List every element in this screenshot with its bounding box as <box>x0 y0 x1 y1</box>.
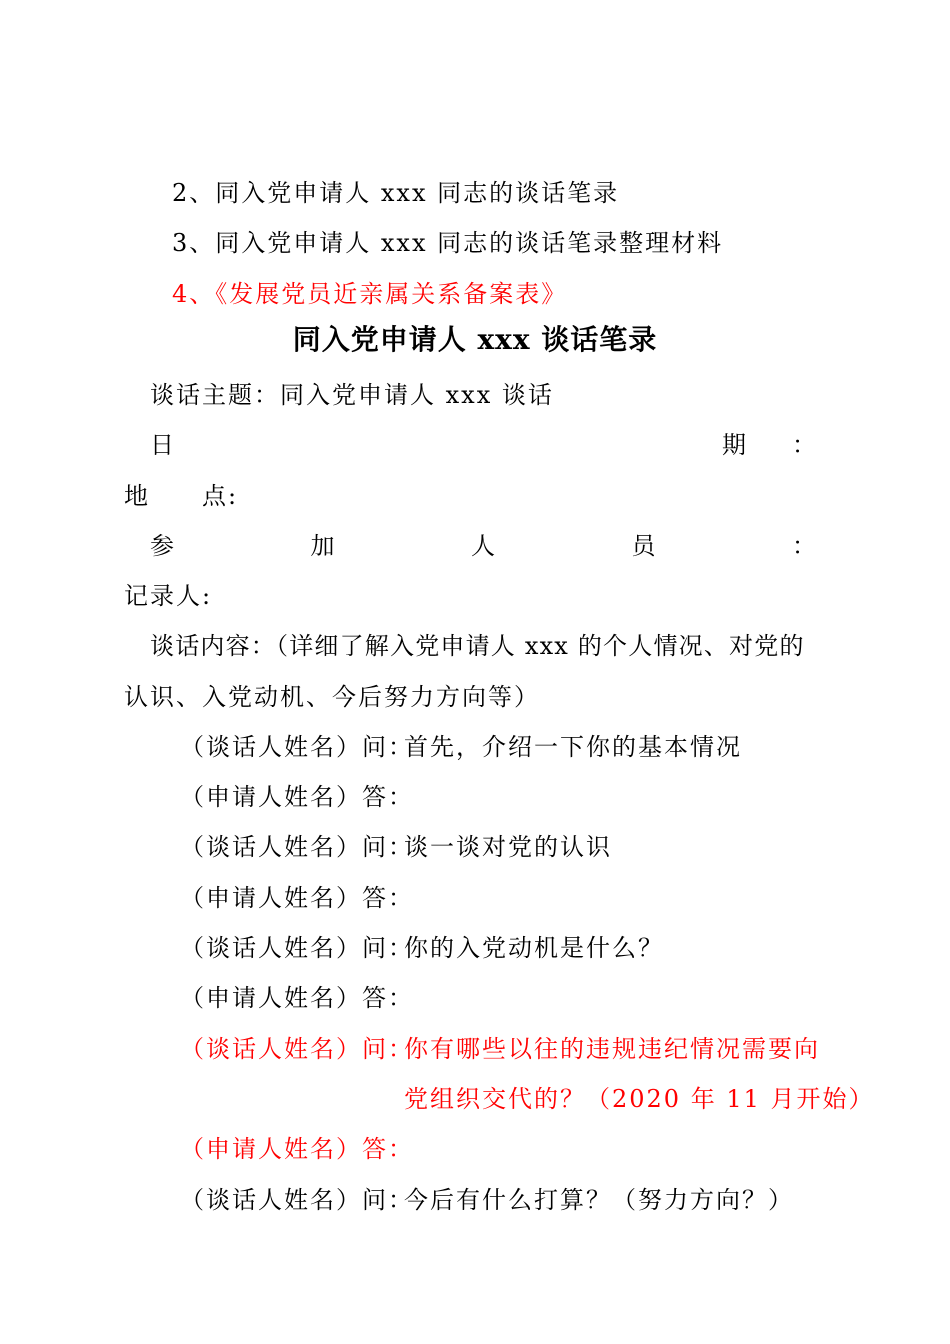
date-char-3: ： <box>792 431 816 459</box>
dialogue-text-1: 首先，介绍一下你的基本情况 <box>404 733 742 761</box>
participants-char-4: 员 <box>631 532 656 560</box>
dialogue-label-2: （申请人姓名）答： <box>180 783 414 811</box>
dialogue-label-3: （谈话人姓名）问： <box>180 833 414 861</box>
dialogue-text-9: 今后有什么打算？（努力方向？） <box>404 1186 794 1214</box>
content-line-2: 认识、入党动机、今后努力方向等） <box>124 683 540 711</box>
date-field <box>150 430 816 460</box>
dialogue-label-8: （申请人姓名）答： <box>180 1135 414 1163</box>
dialogue-text-5: 你的入党动机是什么？ <box>404 934 664 962</box>
list-item-3: 3、同入党申请人 xxx 同志的谈话笔录整理材料 <box>172 229 724 257</box>
content-line-1: 谈话内容：（详细了解入党申请人 xxx 的个人情况、对党的 <box>150 632 805 660</box>
topic-field: 谈话主题：同入党申请人 xxx 谈话 <box>150 381 554 409</box>
dialogue-label-4: （申请人姓名）答： <box>180 884 414 912</box>
dialogue-label-7: （谈话人姓名）问： <box>180 1035 414 1063</box>
participants-char-3: 人 <box>471 532 495 560</box>
dialogue-text-3: 谈一谈对党的认识 <box>404 833 612 861</box>
location-field: 地 点: <box>124 482 239 510</box>
dialogue-label-9: （谈话人姓名）问： <box>180 1186 414 1214</box>
participants-char-5: ： <box>792 532 816 560</box>
dialogue-text-7b: 党组织交代的？（2020 年 11 月开始） <box>404 1085 875 1113</box>
dialogue-label-6: （申请人姓名）答： <box>180 984 414 1012</box>
date-char-1: 日 <box>150 431 174 459</box>
participants-char-2: 加 <box>310 532 335 560</box>
list-item-4: 4、《发展党员近亲属关系备案表》 <box>172 280 568 308</box>
date-char-2: 期 <box>722 431 746 459</box>
document-title: 同入党申请人 xxx 谈话笔录 <box>292 323 658 356</box>
dialogue-text-7: 你有哪些以往的违规违纪情况需要向 <box>404 1035 820 1063</box>
participants-field <box>150 531 816 561</box>
participants-char-1: 参 <box>150 532 174 560</box>
dialogue-label-1: （谈话人姓名）问： <box>180 733 414 761</box>
recorder-field: 记录人: <box>124 582 213 610</box>
dialogue-label-5: （谈话人姓名）问： <box>180 934 414 962</box>
list-item-2: 2、同入党申请人 xxx 同志的谈话笔录 <box>172 179 620 207</box>
